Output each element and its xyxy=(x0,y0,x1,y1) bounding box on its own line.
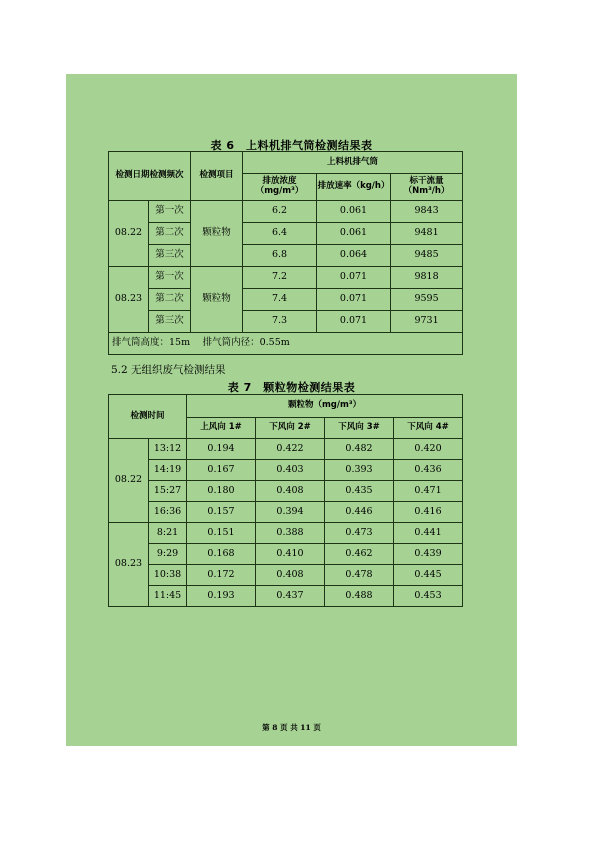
table-row xyxy=(109,586,463,607)
table6-freq-cell: 第一次 xyxy=(149,267,191,289)
table6-caption: 表 6 上料机排气筒检测结果表 xyxy=(210,139,373,152)
table7-value-cell: 0.471 xyxy=(394,481,463,502)
table7-value-cell: 0.151 xyxy=(187,523,256,544)
table7-caption: 表 7 颗粒物检测结果表 xyxy=(227,381,356,394)
table7-header-col: 上风向 1# xyxy=(187,418,256,439)
table7-value-cell: 0.416 xyxy=(394,502,463,523)
table6-rate-cell: 0.071 xyxy=(317,311,391,333)
table6-flow-cell: 9843 xyxy=(391,201,463,223)
table6-header-concentration: 排放浓度（mg/m³） xyxy=(243,174,317,201)
table6-pollutant-cell: 颗粒物 xyxy=(191,267,243,333)
table-row xyxy=(109,223,463,245)
table-row xyxy=(109,523,463,544)
table7-time-cell: 15:27 xyxy=(149,481,187,502)
table6-flow-cell: 9595 xyxy=(391,289,463,311)
table7-value-cell: 0.180 xyxy=(187,481,256,502)
table7-value-cell: 0.453 xyxy=(394,586,463,607)
table6-note: 排气筒高度：15m 排气筒内径：0.55m xyxy=(109,333,463,355)
table6-conc-cell: 7.4 xyxy=(243,289,317,311)
table7-header-group: 颗粒物（mg/m³） xyxy=(187,395,463,418)
table6-freq-cell: 第二次 xyxy=(149,289,191,311)
table7-time-cell: 10:38 xyxy=(149,565,187,586)
table7-value-cell: 0.436 xyxy=(394,460,463,481)
table7-value-cell: 0.422 xyxy=(256,439,325,460)
table-row xyxy=(109,565,463,586)
table-row xyxy=(109,289,463,311)
table6-rate-cell: 0.071 xyxy=(317,267,391,289)
table6-conc-cell: 6.4 xyxy=(243,223,317,245)
table7-value-cell: 0.167 xyxy=(187,460,256,481)
table6-rate-cell: 0.064 xyxy=(317,245,391,267)
table7-date-cell: 08.22 xyxy=(109,439,149,523)
table6-date-cell: 08.22 xyxy=(109,201,149,267)
table-row xyxy=(109,502,463,523)
table6-flow-cell: 9731 xyxy=(391,311,463,333)
table7-time-cell: 13:12 xyxy=(149,439,187,460)
table6-header-date-freq: 检测日期检测频次 xyxy=(109,152,191,201)
table6-rate-cell: 0.061 xyxy=(317,201,391,223)
table7-header-col: 下风向 2# xyxy=(256,418,325,439)
table-row xyxy=(109,481,463,502)
table6 xyxy=(108,151,463,355)
table6-conc-cell: 7.3 xyxy=(243,311,317,333)
section-title: 5.2 无组织废气检测结果 xyxy=(111,364,226,376)
table7-value-cell: 0.157 xyxy=(187,502,256,523)
table7-value-cell: 0.168 xyxy=(187,544,256,565)
table7-value-cell: 0.403 xyxy=(256,460,325,481)
table7-header-col: 下风向 3# xyxy=(325,418,394,439)
table6-rate-cell: 0.061 xyxy=(317,223,391,245)
table7-time-cell: 8:21 xyxy=(149,523,187,544)
table6-header-flow: 标干流量（Nm³/h） xyxy=(391,174,463,201)
table7-value-cell: 0.193 xyxy=(187,586,256,607)
table-row xyxy=(109,311,463,333)
table7-header-col: 下风向 4# xyxy=(394,418,463,439)
table-row xyxy=(109,439,463,460)
table-row xyxy=(109,333,463,355)
table7-time-cell: 14:19 xyxy=(149,460,187,481)
table7-value-cell: 0.437 xyxy=(256,586,325,607)
table7-value-cell: 0.445 xyxy=(394,565,463,586)
table7-value-cell: 0.478 xyxy=(325,565,394,586)
table6-date-cell: 08.23 xyxy=(109,267,149,333)
table6-rate-cell: 0.071 xyxy=(317,289,391,311)
table6-pollutant-cell: 颗粒物 xyxy=(191,201,243,267)
table6-flow-cell: 9481 xyxy=(391,223,463,245)
table-row xyxy=(109,544,463,565)
table7-time-cell: 16:36 xyxy=(149,502,187,523)
page-footer: 第 8 页 共 11 页 xyxy=(262,723,321,732)
table7-date-cell: 08.23 xyxy=(109,523,149,607)
table6-conc-cell: 6.8 xyxy=(243,245,317,267)
table7-value-cell: 0.394 xyxy=(256,502,325,523)
table7-value-cell: 0.446 xyxy=(325,502,394,523)
table7-value-cell: 0.441 xyxy=(394,523,463,544)
table7-header-time: 检测时间 xyxy=(109,395,187,439)
table7-value-cell: 0.439 xyxy=(394,544,463,565)
table7-time-cell: 11:45 xyxy=(149,586,187,607)
table6-freq-cell: 第一次 xyxy=(149,201,191,223)
table6-freq-cell: 第二次 xyxy=(149,223,191,245)
table7-value-cell: 0.388 xyxy=(256,523,325,544)
table7-value-cell: 0.462 xyxy=(325,544,394,565)
table6-flow-cell: 9818 xyxy=(391,267,463,289)
table7-value-cell: 0.473 xyxy=(325,523,394,544)
table-row xyxy=(109,460,463,481)
table7-value-cell: 0.410 xyxy=(256,544,325,565)
table7-value-cell: 0.435 xyxy=(325,481,394,502)
table7-value-cell: 0.482 xyxy=(325,439,394,460)
table7-value-cell: 0.194 xyxy=(187,439,256,460)
table7-value-cell: 0.408 xyxy=(256,565,325,586)
table6-header-rate: 排放速率（kg/h） xyxy=(317,174,391,201)
table7-value-cell: 0.172 xyxy=(187,565,256,586)
table-row xyxy=(109,267,463,289)
table6-conc-cell: 6.2 xyxy=(243,201,317,223)
table6-freq-cell: 第三次 xyxy=(149,245,191,267)
table-row xyxy=(109,245,463,267)
table7-value-cell: 0.393 xyxy=(325,460,394,481)
table7-value-cell: 0.488 xyxy=(325,586,394,607)
table-row xyxy=(109,201,463,223)
table7-value-cell: 0.420 xyxy=(394,439,463,460)
table6-flow-cell: 9485 xyxy=(391,245,463,267)
table6-header-item: 检测项目 xyxy=(191,152,243,201)
table6-freq-cell: 第三次 xyxy=(149,311,191,333)
table7-time-cell: 9:29 xyxy=(149,544,187,565)
table7 xyxy=(108,394,463,607)
document-page xyxy=(66,74,517,746)
table6-header-group: 上料机排气筒 xyxy=(243,152,463,174)
table7-value-cell: 0.408 xyxy=(256,481,325,502)
table6-conc-cell: 7.2 xyxy=(243,267,317,289)
